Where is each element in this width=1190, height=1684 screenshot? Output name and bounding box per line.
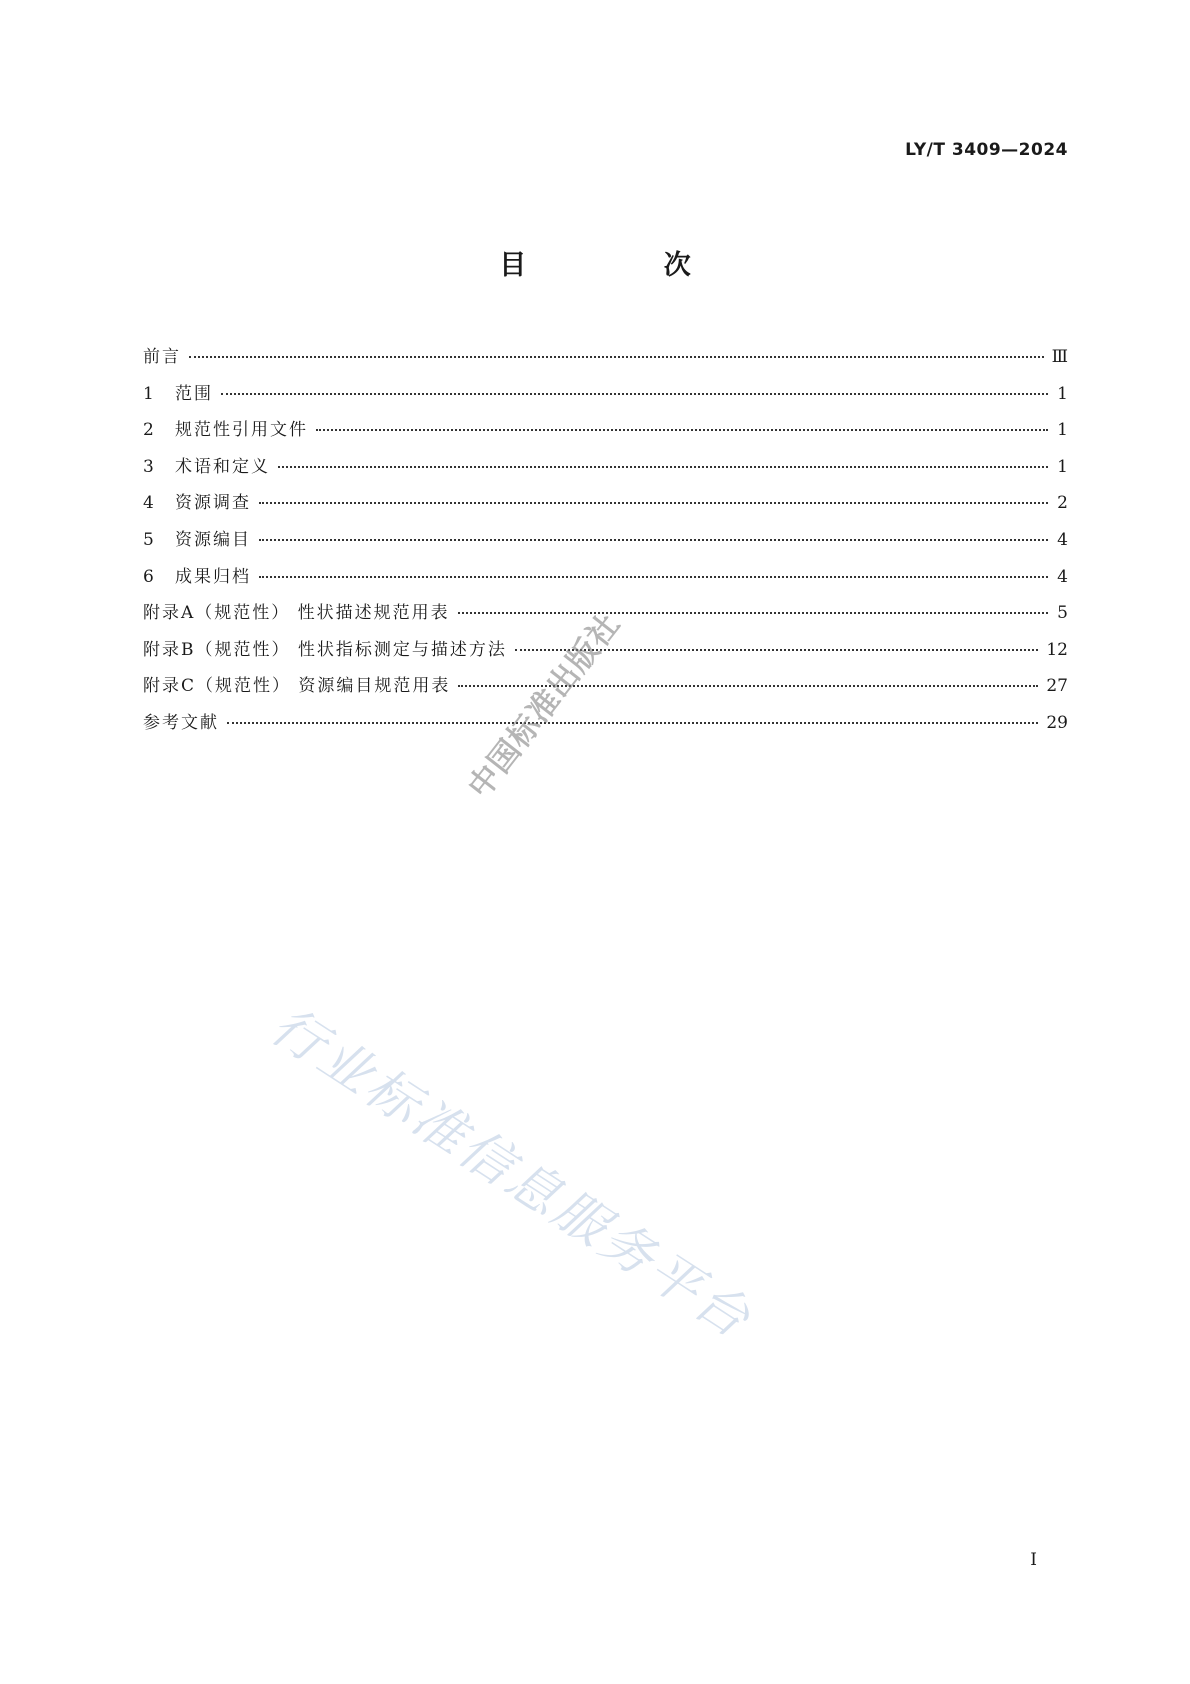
toc-entry-page: 4 <box>1057 529 1068 550</box>
toc-entry-title: 附录A（规范性） 性状描述规范用表 <box>143 603 450 624</box>
toc-dot-leader <box>221 393 1048 395</box>
toc-entry-title: 成果归档 <box>175 566 251 587</box>
toc-entry-number: 1 <box>143 383 154 404</box>
page-title: 目 次 <box>499 250 755 281</box>
toc-dot-leader <box>316 429 1048 431</box>
toc-entry-foreword[interactable] <box>143 342 1068 379</box>
toc-entry-page: 29 <box>1046 712 1068 733</box>
toc-entry-resource-survey[interactable] <box>143 488 1068 525</box>
toc-dot-leader <box>259 539 1048 541</box>
toc-entry-page: Ⅲ <box>1051 347 1068 367</box>
toc-entry-scope[interactable] <box>143 379 1068 416</box>
toc-entry-appendix-c[interactable] <box>143 671 1068 708</box>
toc-entry-page: 4 <box>1057 566 1068 587</box>
toc-entry-resource-cataloging[interactable] <box>143 525 1068 562</box>
toc-entry-title: 资源编目 <box>175 529 251 550</box>
toc-entry-title: 范围 <box>175 383 213 404</box>
toc-entry-page: 2 <box>1057 493 1068 514</box>
toc-dot-leader <box>259 576 1048 578</box>
toc-entry-title: 参考文献 <box>143 712 219 733</box>
toc-entry-normative-references[interactable] <box>143 415 1068 452</box>
toc-entry-number: 4 <box>143 493 154 514</box>
toc-entry-title: 术语和定义 <box>175 456 270 477</box>
page-number: Ⅰ <box>1030 1550 1037 1570</box>
platform-watermark: 行业标准信息服务平台 <box>260 995 763 1352</box>
toc-dot-leader <box>189 356 1044 358</box>
toc-entry-page: 5 <box>1057 603 1068 624</box>
toc-dot-leader <box>259 502 1048 504</box>
toc-dot-leader <box>458 612 1048 614</box>
toc-entry-page: 1 <box>1057 456 1068 477</box>
table-of-contents <box>143 342 1068 745</box>
toc-entry-number: 6 <box>143 566 154 587</box>
toc-entry-number: 3 <box>143 456 154 477</box>
toc-entry-title: 规范性引用文件 <box>175 420 308 441</box>
toc-entry-title: 前言 <box>143 347 181 367</box>
toc-entry-number: 2 <box>143 420 154 441</box>
toc-entry-page: 1 <box>1057 383 1068 404</box>
toc-entry-title: 附录C（规范性） 资源编目规范用表 <box>143 676 451 697</box>
standard-code: LY/T 3409—2024 <box>905 140 1068 160</box>
toc-entry-bibliography[interactable] <box>143 708 1068 745</box>
toc-dot-leader <box>278 466 1048 468</box>
toc-entry-page: 12 <box>1046 639 1068 660</box>
toc-entry-page: 1 <box>1057 420 1068 441</box>
publisher-watermark: 中国标准出版社 <box>461 606 628 806</box>
toc-entry-title: 资源调查 <box>175 493 251 514</box>
toc-entry-page: 27 <box>1046 676 1068 697</box>
toc-entry-archiving[interactable] <box>143 562 1068 599</box>
toc-entry-terms-definitions[interactable] <box>143 452 1068 489</box>
toc-dot-leader <box>227 722 1038 724</box>
toc-entry-title: 附录B（规范性） 性状指标测定与描述方法 <box>143 639 507 660</box>
toc-entry-number: 5 <box>143 529 154 550</box>
